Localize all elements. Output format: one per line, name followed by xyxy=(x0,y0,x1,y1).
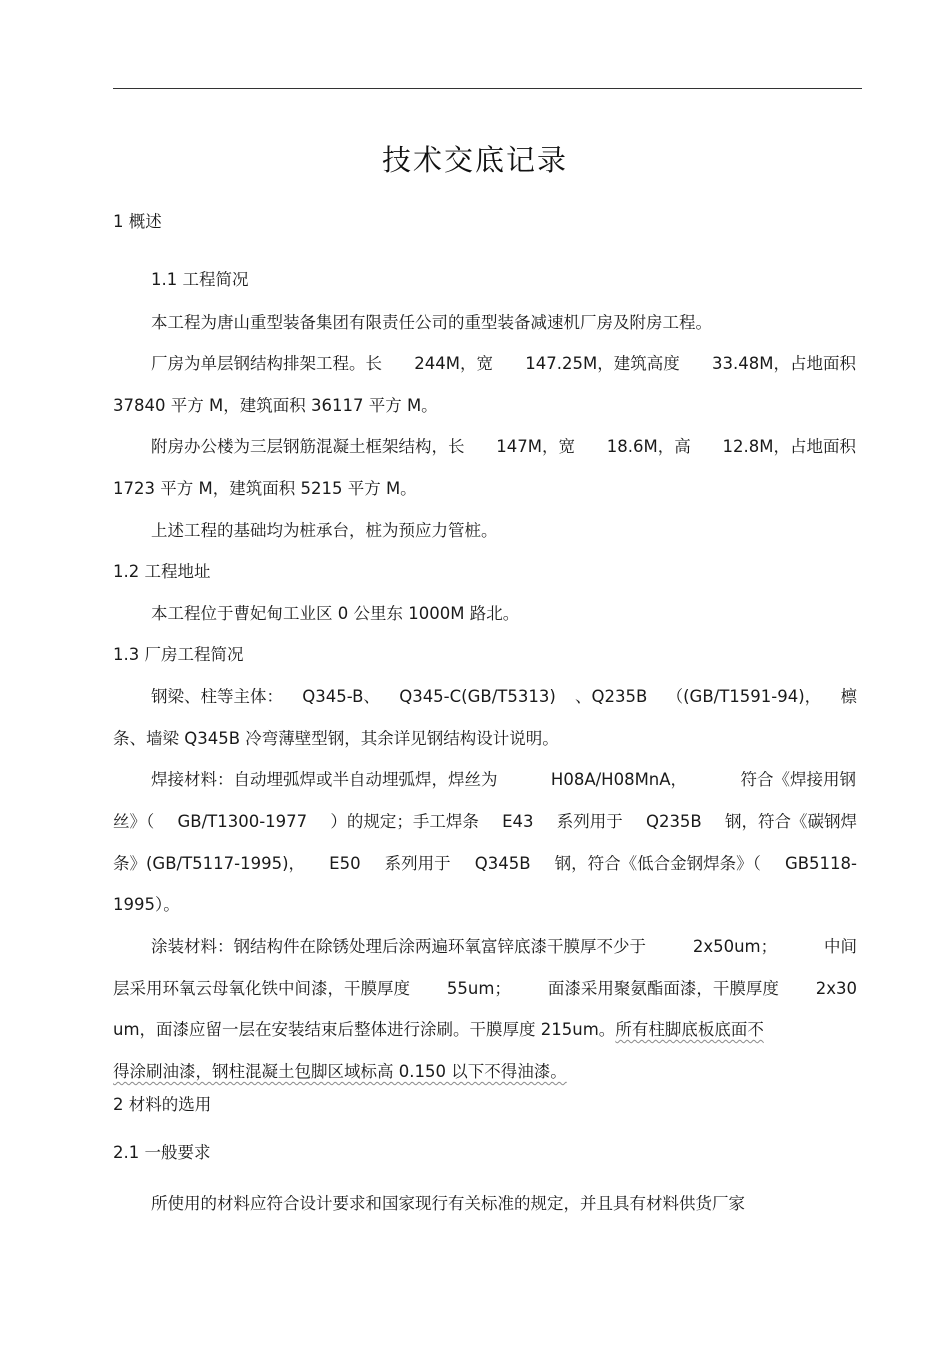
document-title: 技术交底记录 xyxy=(381,143,568,177)
text-segment: 中间 xyxy=(823,937,857,956)
text-segment: GB/T1300-1977 xyxy=(177,812,308,831)
text-segment: GB5118- xyxy=(784,854,857,873)
text-segment: （(GB/T1591-94)， xyxy=(666,687,822,706)
text-segment: Q345B xyxy=(474,854,531,873)
text-segment: Q345-B、 xyxy=(302,687,380,706)
paragraph-line: 1723 平方 M，建筑面积 5215 平方 M。 xyxy=(113,479,417,498)
text-segment: 、Q235B xyxy=(575,687,648,706)
text-segment: 层采用环氧云母氧化铁中间漆，干膜厚度 xyxy=(113,979,410,998)
text-segment: 12.8M，占地面积 xyxy=(722,437,856,456)
paragraph-line: 1995）。 xyxy=(113,895,180,914)
text-segment: um，面漆应留一层在安装结束后整体进行涂刷。干膜厚度 215um。 xyxy=(113,1020,616,1039)
text-segment: 钢，符合《碳钢焊 xyxy=(724,812,857,831)
heading-1-2: 1.2 工程地址 xyxy=(113,562,211,581)
marked-text: 得涂刷油漆，钢柱混凝土包脚区域标高 0.150 以下不得油漆。 xyxy=(113,1062,567,1081)
paragraph-line xyxy=(113,853,857,875)
paragraph-line xyxy=(113,811,857,833)
text-segment: 钢，符合《低合金钢焊条》（ xyxy=(554,854,761,873)
heading-1-3: 1.3 厂房工程简况 xyxy=(113,645,244,664)
paragraph-line xyxy=(113,1019,764,1041)
paragraph-line xyxy=(151,353,856,375)
paragraph-line xyxy=(151,686,857,708)
paragraph-line: 37840 平方 M，建筑面积 36117 平方 M。 xyxy=(113,396,438,415)
paragraph-line: 条、墙梁 Q345B 冷弯薄壁型钢，其余详见钢结构设计说明。 xyxy=(113,729,559,748)
heading-2-1: 2.1 一般要求 xyxy=(113,1143,211,1162)
paragraph-line xyxy=(151,769,856,791)
text-segment: 系列用于 xyxy=(556,812,623,831)
header-rule xyxy=(113,88,862,89)
text-segment: ）的规定；手工焊条 xyxy=(330,812,479,831)
heading-1: 1 概述 xyxy=(113,212,162,231)
text-segment: H08A/H08MnA， xyxy=(550,770,688,789)
text-segment: Q345-C(GB/T5313) xyxy=(399,687,556,706)
paragraph-line xyxy=(113,978,857,1000)
heading-2: 2 材料的选用 xyxy=(113,1095,212,1114)
paragraph-line: 所使用的材料应符合设计要求和国家现行有关标准的规定，并且具有材料供货厂家 xyxy=(151,1194,745,1213)
text-segment: 涂装材料：钢结构件在除锈处理后涂两遍环氧富锌底漆干膜厚不少于 xyxy=(151,937,646,956)
text-segment: 147M，宽 xyxy=(496,437,575,456)
text-segment: 2x50um； xyxy=(692,937,778,956)
text-segment: E50 xyxy=(329,854,361,873)
paragraph-line xyxy=(151,936,857,958)
marked-text: 所有柱脚底板底面不 xyxy=(615,1020,764,1039)
text-segment: 147.25M，建筑高度 xyxy=(525,354,680,373)
text-segment: 2x30 xyxy=(815,979,857,998)
text-segment: 钢梁、柱等主体： xyxy=(151,687,283,706)
text-segment: 符合《焊接用钢 xyxy=(740,770,856,789)
text-segment: 系列用于 xyxy=(384,854,451,873)
text-segment: 厂房为单层钢结构排架工程。长 xyxy=(151,354,382,373)
heading-1-1: 1.1 工程简况 xyxy=(151,270,249,289)
text-segment: 18.6M，高 xyxy=(606,437,691,456)
text-segment: 焊接材料：自动埋弧焊或半自动埋弧焊，焊丝为 xyxy=(151,770,498,789)
text-segment: 244M，宽 xyxy=(414,354,493,373)
text-segment: 附房办公楼为三层钢筋混凝土框架结构，长 xyxy=(151,437,465,456)
text-segment: 33.48M，占地面积 xyxy=(712,354,856,373)
paragraph-line xyxy=(151,436,856,458)
paragraph-line: 本工程位于曹妃甸工业区 0 公里东 1000M 路北。 xyxy=(151,604,520,623)
paragraph-line: 上述工程的基础均为桩承台，桩为预应力管桩。 xyxy=(151,521,498,540)
text-segment: 丝》（ xyxy=(113,812,155,831)
text-segment: 檩 xyxy=(840,687,857,706)
paragraph-line: 本工程为唐山重型装备集团有限责任公司的重型装备减速机厂房及附房工程。 xyxy=(151,313,712,332)
text-segment: 55um； xyxy=(446,979,511,998)
text-segment: 条》(GB/T5117-1995)， xyxy=(113,854,306,873)
text-segment: E43 xyxy=(502,812,534,831)
text-segment: Q235B xyxy=(645,812,702,831)
text-segment: 面漆采用聚氨酯面漆，干膜厚度 xyxy=(547,979,779,998)
